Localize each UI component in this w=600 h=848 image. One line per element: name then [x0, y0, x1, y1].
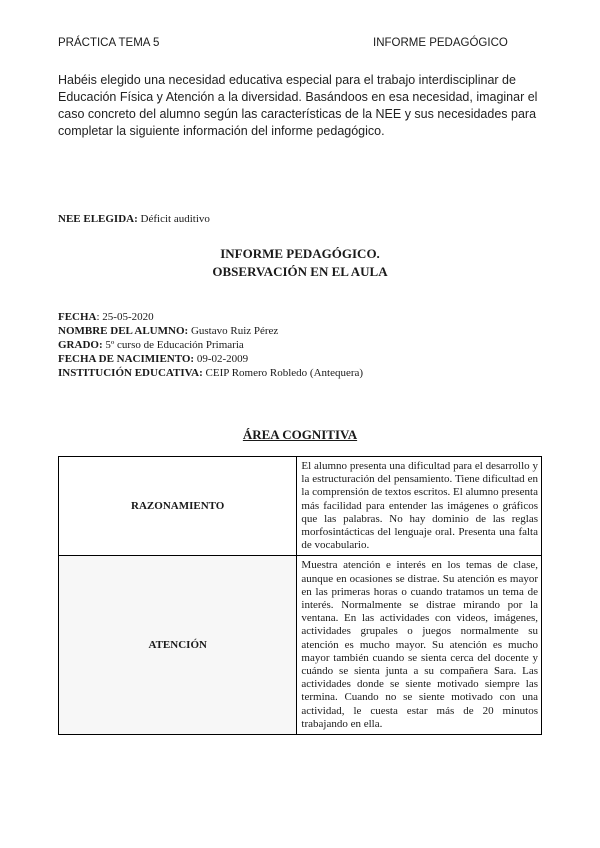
- field-grade: [58, 338, 363, 352]
- table-row: [59, 457, 542, 556]
- field-value: 09-02-2009: [194, 353, 249, 365]
- report-title: INFORME PEDAGÓGICO.: [220, 246, 380, 261]
- field-date: [58, 310, 363, 324]
- intro-paragraph: Habéis elegido una necesidad educativa especial para el trabajo interdisciplinar de Educación Física y Atención a la diversidad. Basándoos en esa necesidad, imaginar el caso concreto del alumno según las características de la NEE y sus necesidades para completar la siguiente información del informe pedagógico.: [58, 73, 538, 138]
- area-title: ÁREA COGNITIVA: [242, 427, 358, 442]
- row-description: El alumno presenta una dificultad para el desarrollo y la estructuración del pensamiento. Tiene dificultad en la comprensión de textos escritos. El alumno presenta más facilidad para entender las imágenes o gráficos que las palabras. No hay dominio de las reglas morfosintácticas del lenguaje oral. Presenta una falta de vocabulario.: [297, 457, 542, 556]
- row-label: ATENCIÓN: [59, 556, 297, 735]
- field-value: : 25-05-2020: [96, 311, 154, 323]
- field-institution: [58, 366, 363, 380]
- field-value: 5º curso de Educación Primaria: [102, 339, 244, 351]
- field-label: FECHA DE NACIMIENTO:: [58, 353, 195, 365]
- field-birth-date: [58, 352, 363, 366]
- report-subtitle: OBSERVACIÓN EN EL AULA: [212, 264, 388, 279]
- nee-value: Déficit auditivo: [140, 213, 210, 225]
- observation-table: [58, 456, 542, 735]
- field-label: FECHA: [58, 311, 97, 323]
- field-value: CEIP Romero Robledo (Antequera): [202, 367, 364, 379]
- row-label: RAZONAMIENTO: [59, 457, 297, 556]
- table-row: [59, 556, 542, 735]
- field-label: INSTITUCIÓN EDUCATIVA:: [58, 367, 203, 379]
- row-description: Muestra atención e interés en los temas de clase, aunque en ocasiones se distrae. Su atención es mayor en las primeras horas o cuando tratamos un tema de interés. Normalmente se distrae mirando por la ventana. En las actividades con videos, imágenes, actividades grupales o juegos normalmente su atención es mucho mayor. Su atención es mucho mayor también cuando se sienta cerca del docente y cuándo se sienta junta a su compañera Sara. Las actividades donde se siente motivado siempre las termina. Cuando no se siente motivado con una actividad, le cuesta estar más de 20 minutos trabajando en ella.: [297, 556, 542, 735]
- header-report-label: INFORME PEDAGÓGICO: [373, 37, 508, 49]
- header-practice-label: PRÁCTICA TEMA 5: [58, 37, 160, 49]
- field-value: Gustavo Ruiz Pérez: [188, 325, 279, 337]
- nee-line: [58, 213, 210, 225]
- field-label: NOMBRE DEL ALUMNO:: [58, 325, 189, 337]
- field-label: GRADO:: [58, 339, 103, 351]
- student-fields: [58, 310, 363, 380]
- nee-label: NEE ELEGIDA:: [58, 213, 138, 225]
- field-student-name: [58, 324, 363, 338]
